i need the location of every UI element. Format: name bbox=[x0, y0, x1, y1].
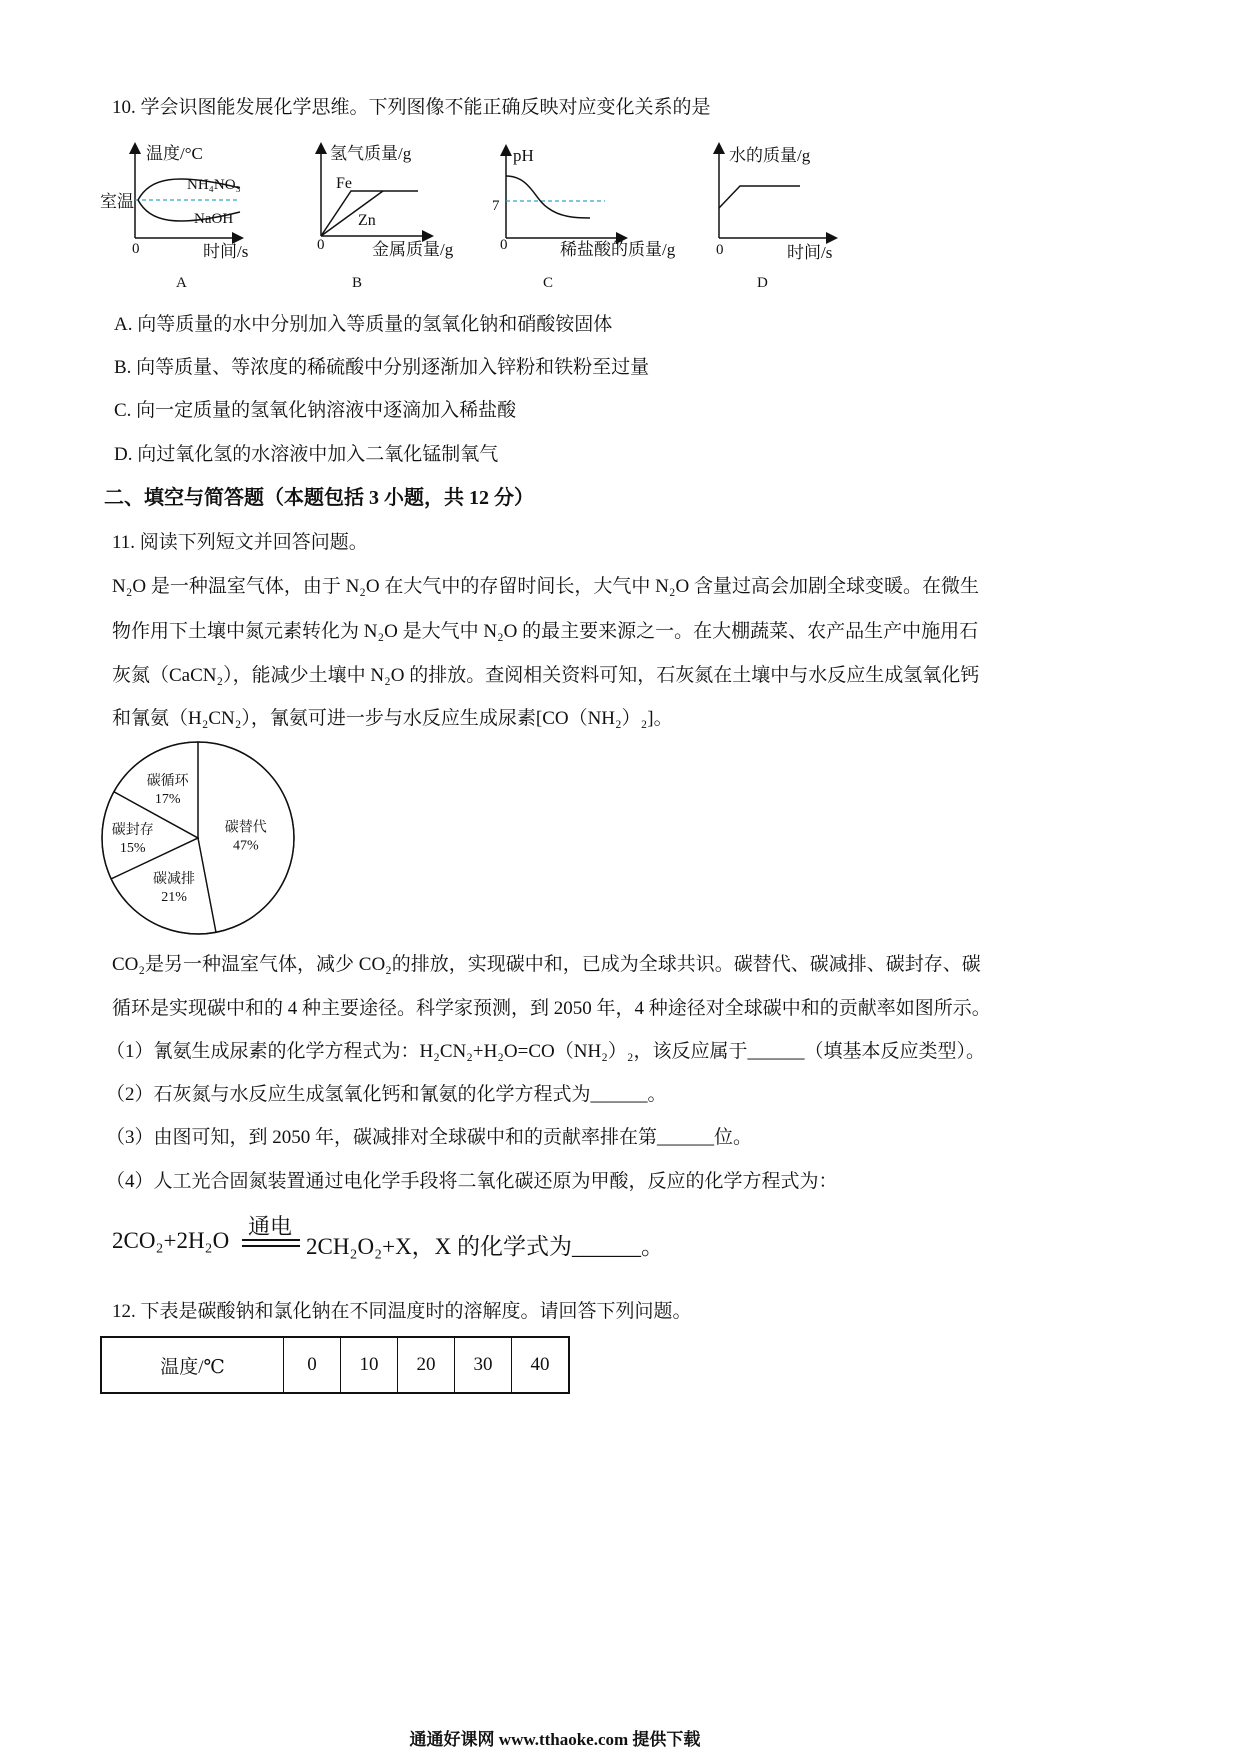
q11-para2-line1: CO₂是另一种温室气体，减少 CO₂的排放，实现碳中和，已成为全球共识。碳替代、碳减排、碳封存、碳 bbox=[112, 954, 981, 975]
table-header-cell: 温度/℃ bbox=[101, 1337, 284, 1393]
graph-b-origin: 0 bbox=[317, 237, 325, 253]
graph-b-xlabel: 金属质量/g bbox=[372, 240, 454, 259]
q10-option-a: A. 向等质量的水中分别加入等质量的氢氧化钠和硝酸铵固体 bbox=[114, 314, 613, 335]
pie-slice-percent: 21% bbox=[161, 890, 187, 906]
q11-para1-line1: N₂O 是一种温室气体，由于 N₂O 在大气中的存留时间长，大气中 N₂O 含量过高会加剧全球变暖。在微生 bbox=[112, 576, 979, 597]
graph-c-origin: 0 bbox=[500, 237, 508, 253]
pie-chart bbox=[90, 730, 310, 945]
q11-sub1: （1）氰氨生成尿素的化学方程式为：H₂CN₂+H₂O=CO（NH₂）₂，该反应属于______（填基本反应类型）。 bbox=[106, 1041, 985, 1062]
graph-b-caption: B bbox=[352, 275, 363, 291]
q11-para1-line2: 物作用下土壤中氮元素转化为 N₂O 是大气中 N₂O 的最主要来源之一。在大棚蔬菜、农产品生产中施用石 bbox=[112, 621, 979, 642]
graph-c-xlabel: 稀盐酸的质量/g bbox=[560, 240, 676, 259]
table-cell: 30 bbox=[455, 1337, 512, 1393]
q10-stem: 10. 学会识图能发展化学思维。下列图像不能正确反映对应变化关系的是 bbox=[112, 97, 711, 118]
graph-a-caption: A bbox=[176, 275, 187, 291]
graph-a bbox=[100, 144, 248, 291]
graph-d-line bbox=[719, 186, 800, 208]
equation-condition: 通电 bbox=[248, 1214, 293, 1239]
graph-c-ylabel: pH bbox=[513, 146, 534, 165]
graph-d-caption: D bbox=[757, 275, 768, 291]
pie-slice-label: 碳封存 bbox=[111, 822, 154, 838]
graph-b-fe-label: Fe bbox=[336, 175, 352, 192]
table-cell: 40 bbox=[512, 1337, 570, 1393]
graph-a-lower-label: NaOH bbox=[194, 211, 234, 227]
q10-option-c: C. 向一定质量的氢氧化钠溶液中逐滴加入稀盐酸 bbox=[114, 400, 517, 421]
graph-a-xlabel: 时间/s bbox=[203, 242, 249, 261]
q11-para1-line3: 灰氮（CaCN₂），能减少土壤中 N₂O 的排放。查阅相关资料可知，石灰氮在土壤中与水反应生成氢氧化钙 bbox=[112, 665, 980, 686]
pie-slice-label: 碳替代 bbox=[224, 820, 267, 836]
q10-option-d: D. 向过氧化氢的水溶液中加入二氧化锰制氧气 bbox=[114, 444, 499, 465]
pie-slice-percent: 17% bbox=[154, 791, 181, 807]
table-cell: 20 bbox=[398, 1337, 455, 1393]
graph-a-ref-label: 室温 bbox=[100, 192, 134, 211]
graph-b-zn-label: Zn bbox=[358, 212, 376, 229]
graph-d-ylabel: 水的质量/g bbox=[729, 146, 811, 165]
solubility-table bbox=[100, 1336, 570, 1394]
graph-d-origin: 0 bbox=[716, 242, 724, 258]
pie-slice-percent: 47% bbox=[232, 838, 259, 854]
graph-d bbox=[716, 146, 832, 291]
pie-slice-label: 碳减排 bbox=[153, 872, 196, 888]
q11-sub4: （4）人工光合固氮装置通过电化学手段将二氧化碳还原为甲酸，反应的化学方程式为： bbox=[106, 1171, 838, 1192]
graph-b-ylabel: 氢气质量/g bbox=[330, 144, 412, 163]
pie-slice-label: 碳循环 bbox=[146, 773, 189, 789]
graph-a-upper-label: NH₄NO₃ bbox=[187, 177, 241, 193]
table-row bbox=[101, 1337, 569, 1393]
graph-a-ylabel: 温度/°C bbox=[146, 144, 203, 163]
pie-slice-percent: 15% bbox=[119, 840, 146, 856]
graph-b bbox=[317, 144, 454, 291]
q12-stem: 12. 下表是碳酸钠和氯化钠在不同温度时的溶解度。请回答下列问题。 bbox=[112, 1301, 692, 1322]
graph-c bbox=[492, 146, 676, 291]
table-cell: 0 bbox=[284, 1337, 341, 1393]
graph-c-caption: C bbox=[543, 275, 554, 291]
q10-option-b: B. 向等质量、等浓度的稀硫酸中分别逐渐加入锌粉和铁粉至过量 bbox=[114, 357, 650, 378]
q11-stem: 11. 阅读下列短文并回答问题。 bbox=[112, 532, 368, 553]
q11-sub3: （3）由图可知，到 2050 年，碳减排对全球碳中和的贡献率排在第______位。 bbox=[106, 1127, 753, 1148]
equation-double-bar bbox=[242, 1239, 300, 1247]
graph-c-ref-label: 7 bbox=[492, 198, 500, 214]
equation-right: 2CH₂O₂+X，X 的化学式为______。 bbox=[306, 1234, 665, 1259]
q10-graphs bbox=[0, 0, 900, 300]
graph-a-origin: 0 bbox=[132, 241, 140, 257]
page-footer: 通通好课网 www.tthaoke.com 提供下载 bbox=[409, 1730, 701, 1749]
q11-para1-line4: 和氰氨（H₂CN₂），氰氨可进一步与水反应生成尿素[CO（NH₂）₂]。 bbox=[112, 708, 673, 729]
section2-title: 二、填空与简答题（本题包括 3 小题，共 12 分） bbox=[104, 487, 534, 509]
q11-sub2: （2）石灰氮与水反应生成氢氧化钙和氰氨的化学方程式为______。 bbox=[106, 1084, 667, 1105]
table-cell: 10 bbox=[341, 1337, 398, 1393]
graph-d-xlabel: 时间/s bbox=[787, 243, 833, 262]
graph-c-curve bbox=[506, 176, 590, 218]
equation-left: 2CO₂+2H₂O bbox=[112, 1228, 230, 1253]
q11-para2-line2: 循环是实现碳中和的 4 种主要途径。科学家预测，到 2050 年，4 种途径对全球碳中和的贡献率如图所示。 bbox=[112, 998, 991, 1019]
